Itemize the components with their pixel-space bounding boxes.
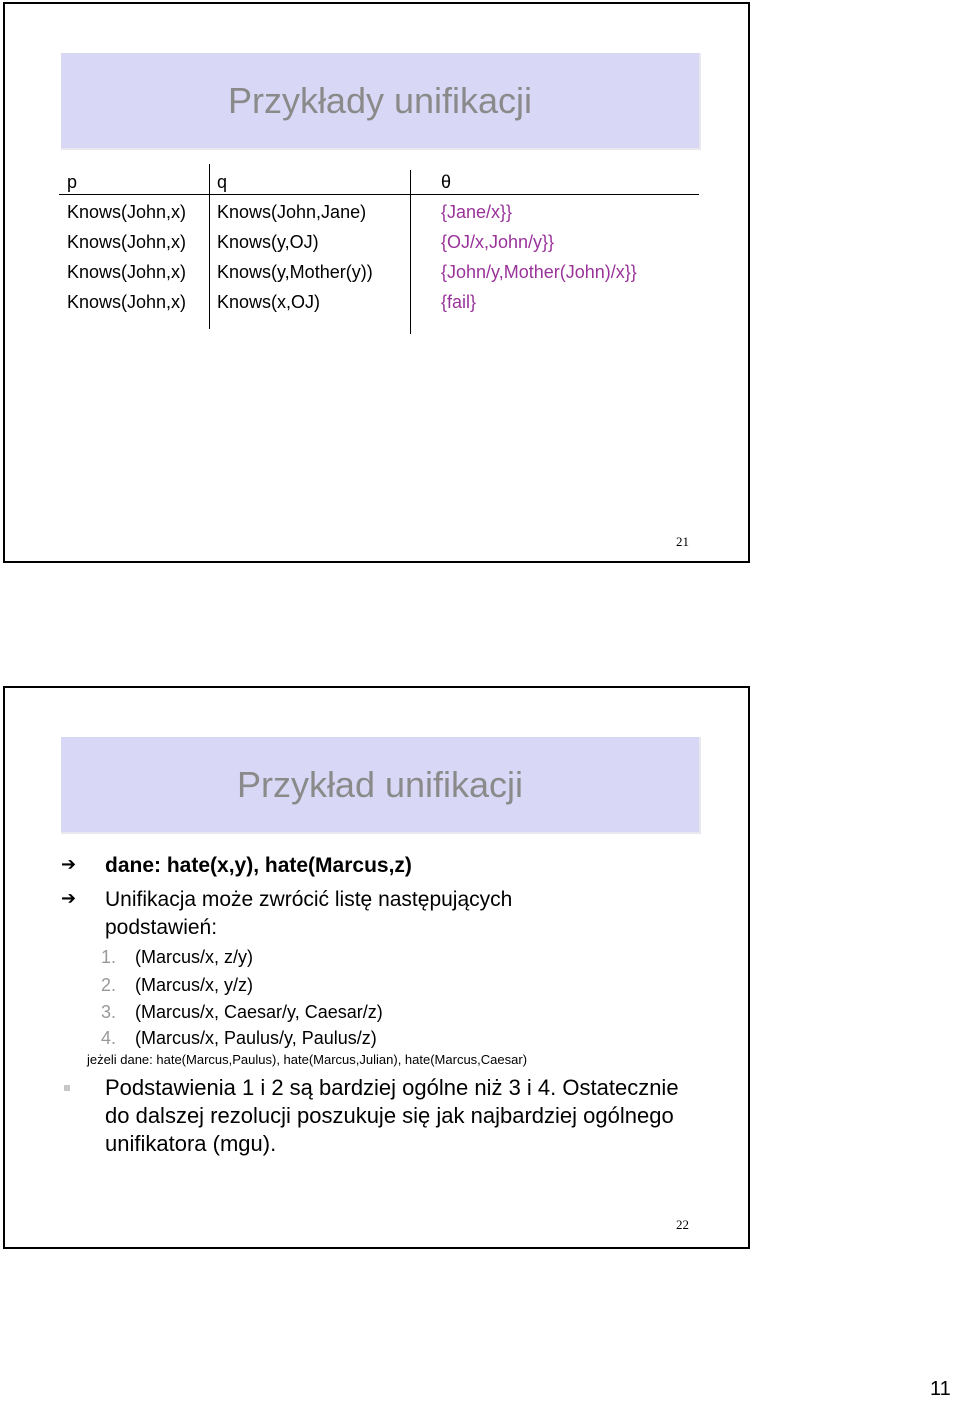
list-item xyxy=(101,1028,377,1049)
list-item xyxy=(101,1002,383,1023)
slide-22 xyxy=(3,686,750,1249)
cell-q: Knows(y,OJ) xyxy=(217,232,319,252)
list-text: (Marcus/x, y/z) xyxy=(135,975,254,995)
cell-p: Knows(John,x) xyxy=(67,292,187,312)
square-bullet-icon xyxy=(64,1085,70,1091)
list-number: 3. xyxy=(101,1002,117,1022)
bullet-item xyxy=(61,886,625,942)
arrow-right-icon: ➔ xyxy=(61,854,77,874)
cell-q: Knows(x,OJ) xyxy=(217,292,321,312)
slide-21 xyxy=(3,2,750,563)
cell-theta: {fail} xyxy=(441,292,477,312)
cell-q: Knows(y,Mother(y)) xyxy=(217,262,373,282)
cell-p: Knows(John,x) xyxy=(67,232,187,252)
cell-theta: {John/y,Mother(John)/x}} xyxy=(441,262,637,282)
slide-page-number: 22 xyxy=(676,1217,689,1232)
list-number: 2. xyxy=(101,975,117,995)
list-text: (Marcus/x, Caesar/y, Caesar/z) xyxy=(135,1002,383,1022)
list-item xyxy=(101,975,253,996)
column-divider xyxy=(410,170,411,334)
list-item xyxy=(101,947,253,968)
slide-title: Przykład unifikacji xyxy=(61,737,701,834)
list-text: (Marcus/x, Paulus/y, Paulus/z) xyxy=(135,1028,377,1048)
bullet-text: Unifikacja może zwrócić listę następujących podstawień: xyxy=(105,888,513,939)
note-text: jeżeli dane: hate(Marcus,Paulus), hate(Marcus,Julian), hate(Marcus,Caesar) xyxy=(87,1052,528,1067)
list-number: 4. xyxy=(101,1028,117,1048)
arrow-right-icon: ➔ xyxy=(61,888,77,908)
bullet-item xyxy=(61,852,412,880)
cell-theta: {OJ/x,John/y}} xyxy=(441,232,555,252)
conclusion-text: Podstawienia 1 i 2 są bardziej ogólne niż 3 i 4. Ostatecznie do dalszej rezolucji poszukuje się jak najbardziej ogólnego unifikatora (mgu). xyxy=(105,1075,679,1156)
header-p: p xyxy=(67,172,78,192)
header-q: q xyxy=(217,172,228,192)
bullet-text: dane: hate(x,y), hate(Marcus,z) xyxy=(105,854,412,877)
cell-theta: {Jane/x}} xyxy=(441,202,513,222)
cell-p: Knows(John,x) xyxy=(67,202,187,222)
document-page-number: 11 xyxy=(930,1378,951,1400)
header-theta: θ xyxy=(441,172,452,192)
slide-page-number: 21 xyxy=(676,534,689,549)
slide-title: Przykłady unifikacji xyxy=(61,53,701,150)
list-text: (Marcus/x, z/y) xyxy=(135,947,254,967)
list-number: 1. xyxy=(101,947,117,967)
cell-p: Knows(John,x) xyxy=(67,262,187,282)
cell-q: Knows(John,Jane) xyxy=(217,202,367,222)
column-divider xyxy=(209,164,210,329)
header-divider xyxy=(59,194,699,195)
